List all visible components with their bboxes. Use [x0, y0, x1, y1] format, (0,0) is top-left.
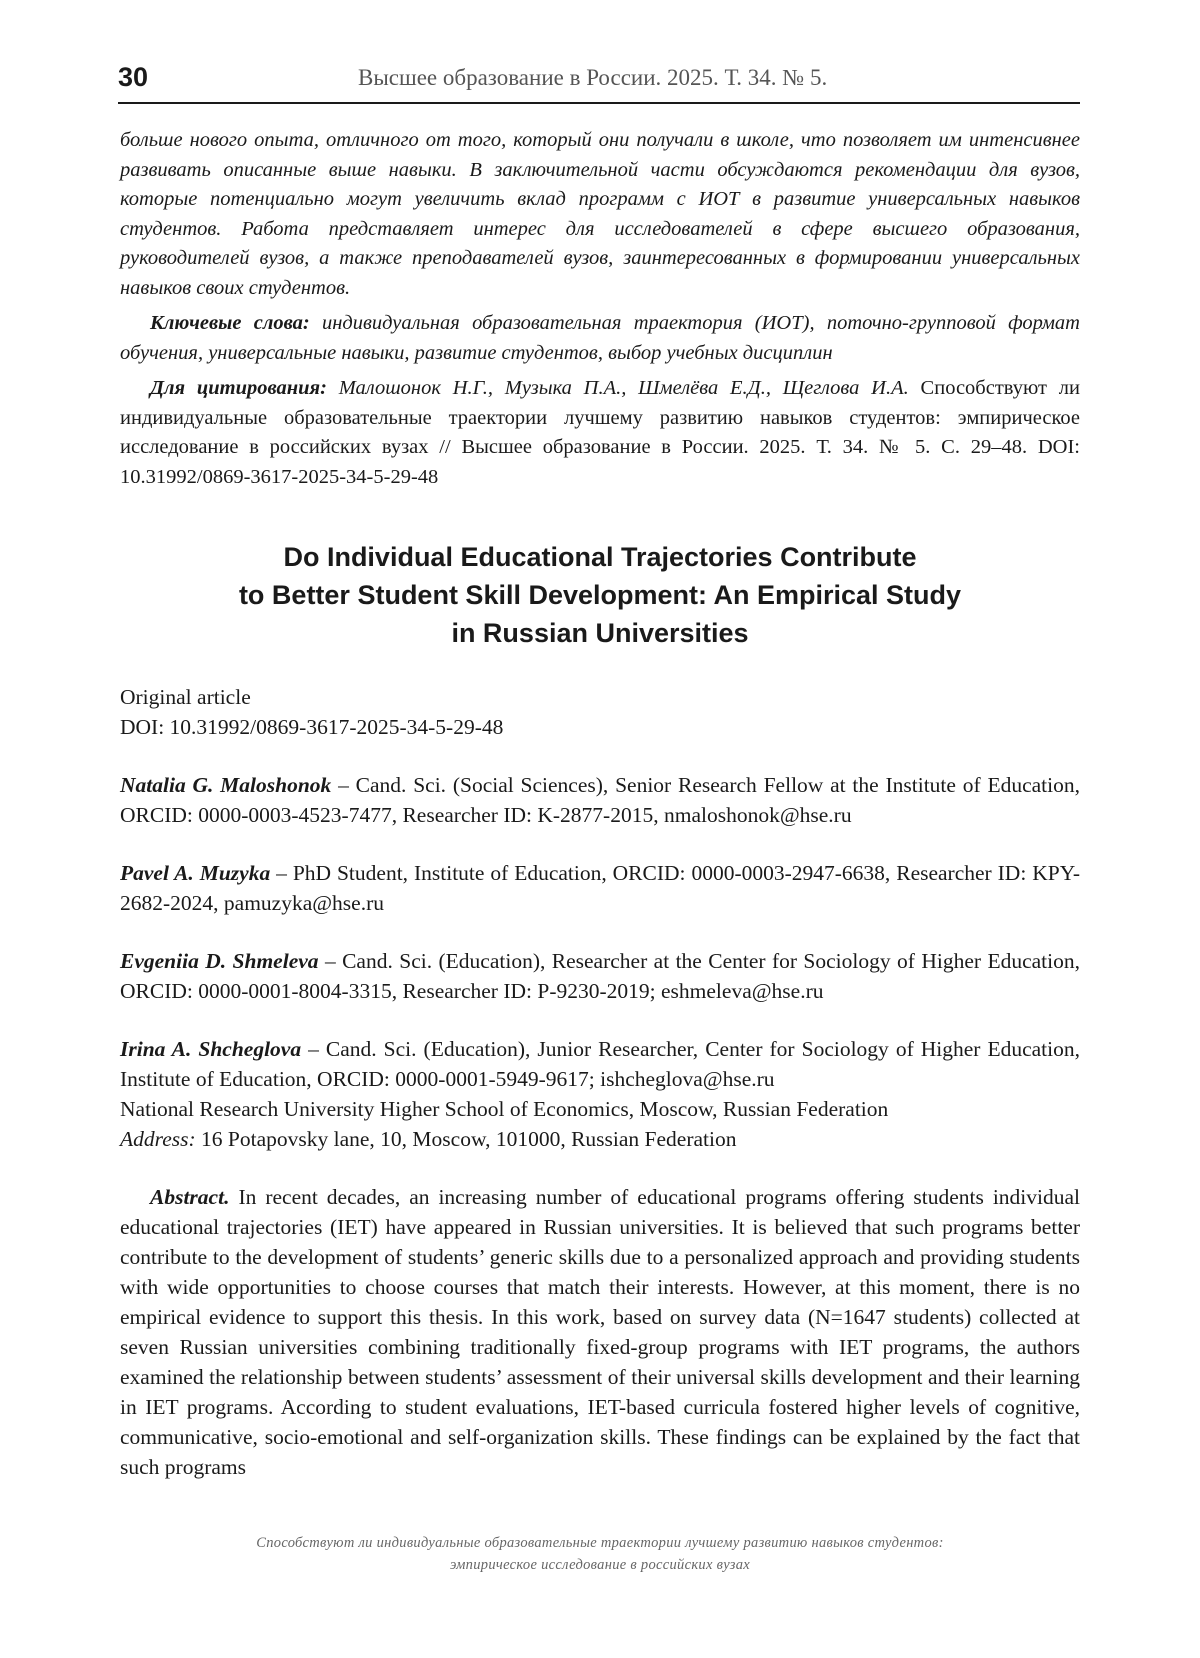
author-info: – Cand. Sci. (Education), Researcher at the Center for Sociology of Higher Education, ORCID: 0000-0001-8004-3315, Researcher ID: P-9230-2019; eshmeleva@hse.ru	[120, 949, 1080, 1003]
author-info: – Cand. Sci. (Social Sciences), Senior Research Fellow at the Institute of Education, ORCID: 0000-0003-4523-7477, Researcher ID: K-2877-2015, nmaloshonok@hse.ru	[120, 773, 1080, 827]
abstract-en	[120, 1182, 1080, 1482]
keywords-ru-text: индивидуальная образовательная траектория (ИОТ), поточно-групповой формат обучения, универсальные навыки, развитие студентов, выбор учебных дисциплин	[120, 312, 1080, 364]
article-title-line: to Better Student Skill Development: An Empirical Study	[238, 580, 962, 610]
article-meta	[120, 682, 1080, 742]
affiliation: National Research University Higher School of Economics, Moscow, Russian Federation	[120, 1097, 889, 1121]
page-number: 30	[118, 62, 149, 92]
author-name: Pavel A. Muzyka	[120, 861, 271, 885]
author-info: – PhD Student, Institute of Education, ORCID: 0000-0003-2947-6638, Researcher ID: KPY-2682-2024, pamuzyka@hse.ru	[120, 861, 1081, 915]
author-entry	[120, 770, 1080, 830]
author-name: Irina A. Shcheglova	[120, 1037, 302, 1061]
page-header	[118, 58, 1080, 104]
author-name: Evgeniia D. Shmeleva	[120, 949, 319, 973]
footer-line: эмпирическое исследование в российских вузах	[449, 1557, 751, 1573]
footer-line: Способствуют ли индивидуальные образовательные траектории лучшему развитию навыков студентов:	[256, 1535, 944, 1551]
abstract-en-text: In recent decades, an increasing number of educational programs offering students individual educational trajectories (IET) have appeared in Russian universities. It is believed that such programs better contribute to the development of students’ generic skills due to a personalized approach and providing students with wide opportunities to choose courses that match their interests. However, at this moment, there is no empirical evidence to support this thesis. In this work, based on survey data (N=1647 students) collected at seven Russian universities combining traditionally fixed-group programs with IET programs, the authors examined the relationship between students’ assessment of their universal skills development and their learning in IET programs. According to student evaluations, IET-based curricula fostered higher levels of cognitive, communicative, socio-emotional and self-organization skills. These findings can be explained by the fact that such programs	[120, 1185, 1081, 1479]
keywords-ru	[120, 309, 1080, 368]
article-type: Original article	[120, 685, 251, 709]
author-entry	[120, 1034, 1080, 1094]
article-title-line: in Russian Universities	[451, 618, 749, 648]
journal-running-title: Высшее образование в России. 2025. Т. 34. № 5.	[358, 65, 828, 90]
article-title-en	[120, 538, 1080, 652]
keywords-ru-label: Ключевые слова:	[150, 312, 310, 334]
author-entry	[120, 858, 1080, 918]
address-label: Address:	[120, 1127, 196, 1151]
abstract-ru-continuation: больше нового опыта, отличного от того, который они получали в школе, что позволяет им интенсивнее развивать описанные выше навыки. В заключительной части обсуждаются рекомендации для вузов, которые потенциально могут увеличить вклад программ с ИОТ в развитие универсальных навыков студентов. Работа представляет интерес для исследователей в сфере высшего образования, руководителей вузов, а также преподавателей вузов, заинтересованных в формировании универсальных навыков своих студентов.	[120, 129, 1080, 299]
author-name: Natalia G. Maloshonok	[120, 773, 332, 797]
article-title-line: Do Individual Educational Trajectories Contribute	[283, 542, 917, 572]
page-content	[120, 126, 1080, 1482]
abstract-en-label: Abstract.	[150, 1185, 230, 1209]
citation-ru-label: Для цитирования:	[150, 377, 327, 399]
address-text: 16 Potapovsky lane, 10, Moscow, 101000, Russian Federation	[201, 1127, 737, 1151]
citation-ru-text: Способствуют ли индивидуальные образовательные траектории лучшему развитию навыков студентов: эмпирическое исследование в российских вузах // Высшее образование в России. 2025. Т. 34. № 5. С. 29–48. DOI: 10.31992/0869-3617-2025-34-5-29-48	[120, 377, 1080, 488]
citation-ru-authors: Малошонок Н.Г., Музыка П.А., Шмелёва Е.Д., Щеглова И.А.	[338, 377, 909, 399]
page-footer	[120, 1532, 1080, 1576]
citation-ru	[120, 374, 1080, 492]
author-info: – Cand. Sci. (Education), Junior Researcher, Center for Sociology of Higher Education, Institute of Education, ORCID: 0000-0001-5949-9617; ishcheglova@hse.ru	[120, 1037, 1081, 1091]
address	[120, 1124, 1080, 1154]
author-entry	[120, 946, 1080, 1006]
article-doi: DOI: 10.31992/0869-3617-2025-34-5-29-48	[120, 715, 504, 739]
